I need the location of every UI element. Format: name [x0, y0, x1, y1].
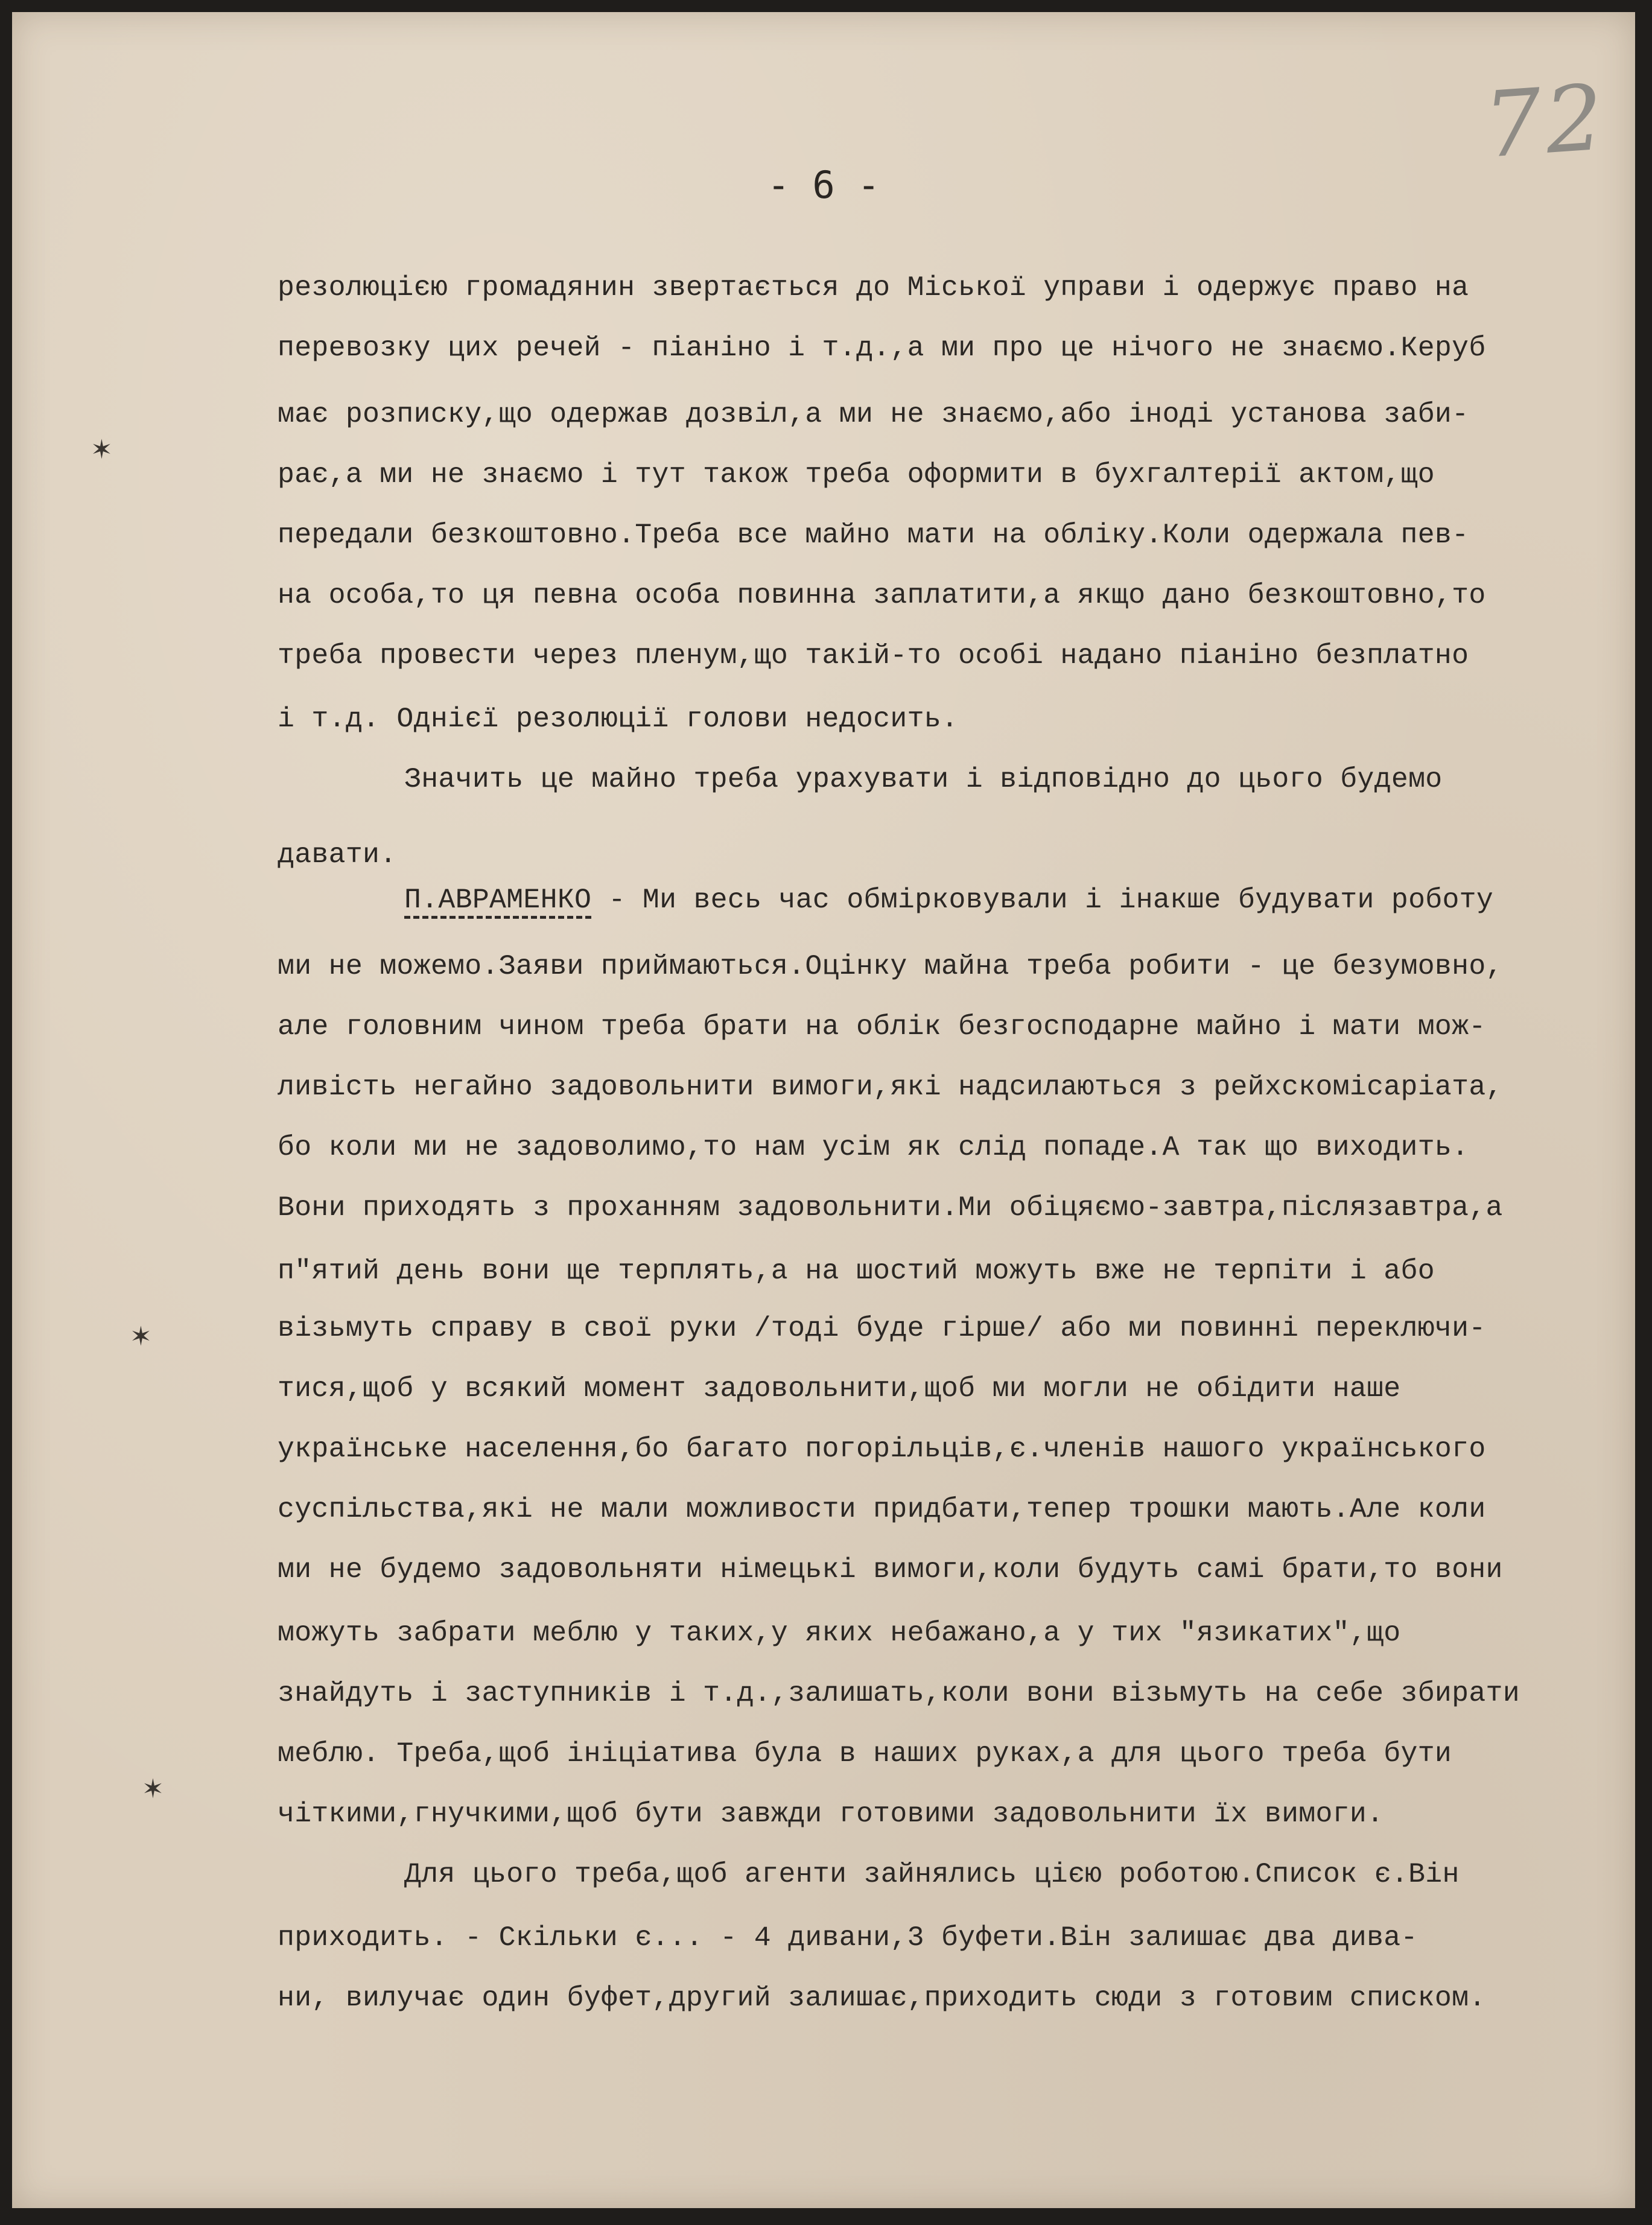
text-line: і т.д. Однієї резолюції голови недосить. — [278, 703, 959, 735]
text-line: Вони приходять з проханням задовольнити.Ми обіцяємо-завтра,післязавтра,а — [278, 1192, 1503, 1224]
page-number: - 6 - — [767, 163, 880, 207]
text-line: перевозку цих речей - піаніно і т.д.,а ми про це нічого не знаємо.Керуб — [278, 332, 1486, 364]
text-line: ливість негайно задовольнити вимоги,які надсилаються з рейхскомісаріата, — [278, 1071, 1503, 1103]
text-line: ми не будемо задовольняти німецькі вимоги,коли будуть самі брати,то вони — [278, 1554, 1503, 1585]
text-line: Значить це майно треба урахувати і відповідно до цього будемо — [404, 763, 1443, 795]
text-line: треба провести через пленум,що такій-то особі надано піаніно безплатно — [278, 640, 1469, 671]
text-line: п"ятий день вони ще терплять,а на шостий можуть вже не терпіти і або — [278, 1255, 1435, 1287]
text-line: бо коли ми не задоволимо,то нам усім як слід попаде.А так що виходить. — [278, 1131, 1469, 1163]
text-line: приходить. - Скільки є... - 4 дивани,3 буфети.Він залишає два дива- — [278, 1922, 1418, 1954]
text-line: знайдуть і заступників і т.д.,залишать,коли вони візьмуть на себе збирати — [278, 1677, 1520, 1709]
text-line: резолюцією громадянин звертається до Міської управи і одержує право на — [278, 271, 1469, 303]
text-line: українське населення,бо багато погорільців,є.членів нашого українського — [278, 1433, 1486, 1465]
margin-mark: ✶ — [142, 1774, 164, 1804]
text-line: тися,щоб у всякий момент задовольнити,щоб ми могли не обідити наше — [278, 1373, 1401, 1405]
document-page — [12, 12, 1635, 2208]
text-line: Для цього треба,щоб агенти зайнялись цією роботою.Список є.Він — [404, 1858, 1460, 1890]
text-line: на особа,то ця певна особа повинна заплатити,а якщо дано безкоштовно,то — [278, 579, 1486, 611]
text-line: ни, вилучає один буфет,другий залишає,приходить сюди з готовим списком. — [278, 1982, 1486, 2014]
text-line: можуть забрати меблю у таких,у яких небажано,а у тих "язикатих",що — [278, 1617, 1401, 1649]
text-line: має розписку,що одержав дозвіл,а ми не знаємо,або іноді установа заби- — [278, 398, 1469, 430]
text-line: рає,а ми не знаємо і тут також треба оформити в бухгалтерії актом,що — [278, 459, 1435, 490]
text-line: візьмуть справу в свої руки /тоді буде гірше/ або ми повинні переключи- — [278, 1312, 1486, 1344]
speaker-line: П.АВРАМЕНКО - Ми весь час обмірковували і інакше будувати роботу — [404, 884, 1494, 916]
text-line: давати. — [278, 839, 397, 871]
margin-mark: ✶ — [130, 1321, 152, 1352]
text-line: але головним чином треба брати на облік безгосподарне майно і мати мож- — [278, 1011, 1486, 1043]
margin-mark: ✶ — [91, 434, 113, 465]
text-line: передали безкоштовно.Треба все майно мати на обліку.Коли одержала пев- — [278, 519, 1469, 551]
text-line: меблю. Треба,щоб ініціатива була в наших руках,а для цього треба бути — [278, 1738, 1452, 1770]
text-line: чіткими,гнучкими,щоб бути завжди готовими задовольнити їх вимоги. — [278, 1798, 1384, 1830]
archive-page-number: 72 — [1481, 65, 1610, 179]
text-line: ми не можемо.Заяви приймаються.Оцінку майна треба робити - це безумовно, — [278, 950, 1503, 982]
text-line: суспільства,які не мали можливости придбати,тепер трошки мають.Але коли — [278, 1493, 1486, 1525]
speaker-name: П.АВРАМЕНКО — [404, 884, 592, 916]
